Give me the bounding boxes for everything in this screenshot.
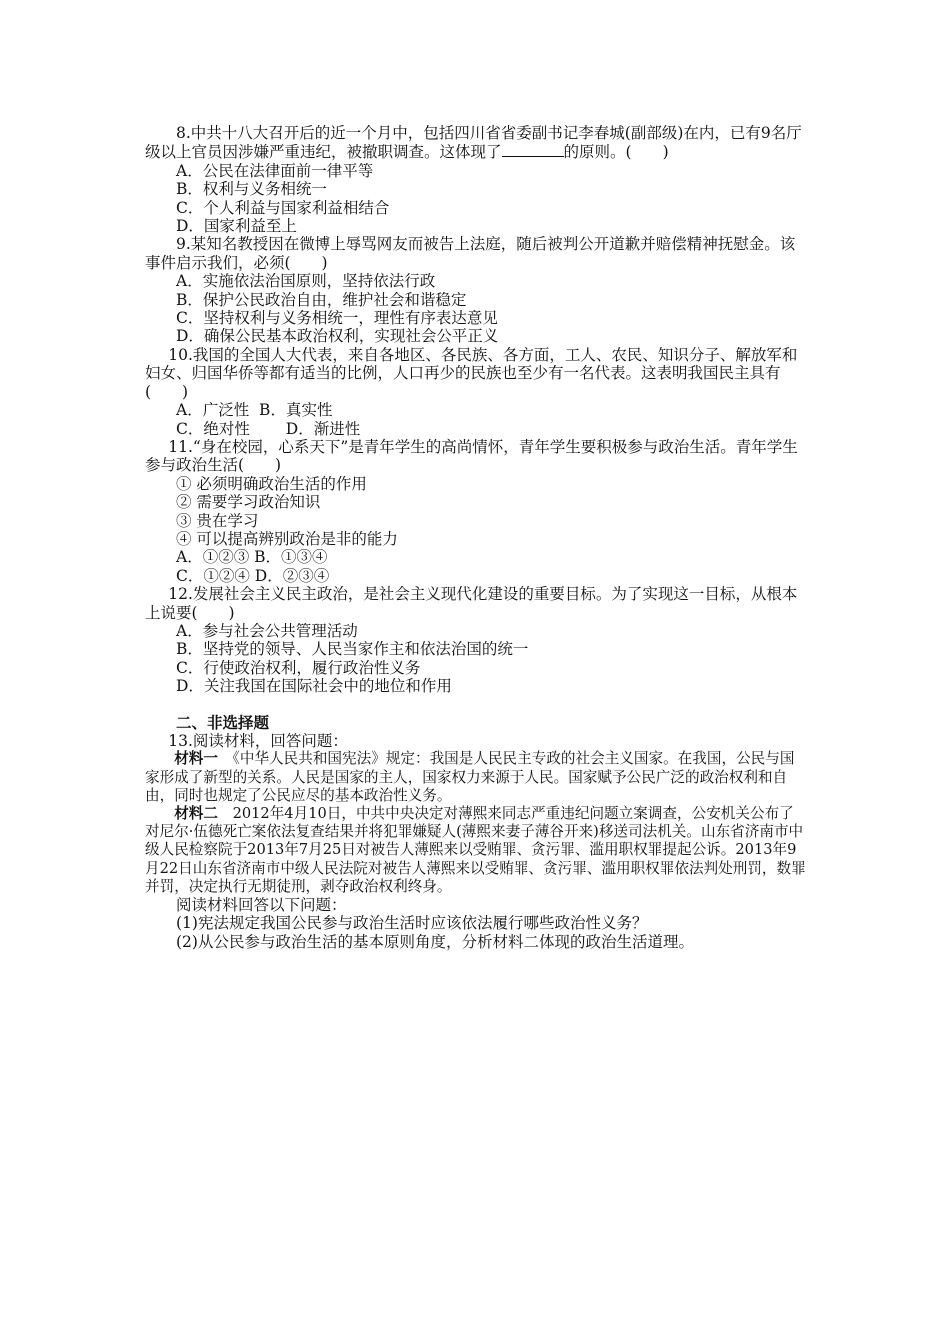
question-11-item-4: ④ 可以提高辨别政治是非的能力	[176, 529, 398, 548]
question-12-option-b: B．坚持党的领导、人民当家作主和依法治国的统一	[176, 640, 529, 659]
question-9-stem: 9.某知名教授因在微博上辱骂网友而被告上法庭，随后被判公开道歉并赔偿精神抚慰金。该事件启示我们，必须( )	[145, 235, 796, 272]
question-11-options-row-1: A．①②③ B．①③④	[176, 548, 328, 567]
question-8-stem-end: 的原则。( )	[563, 143, 669, 162]
question-12-option-c: C．行使政治权利，履行政治性义务	[176, 658, 421, 677]
question-8-option-b: B．权利与义务相统一	[176, 180, 327, 199]
question-11-item-1: ① 必须明确政治生活的作用	[176, 474, 367, 493]
material-2-label: 材料二	[174, 805, 218, 823]
question-13-sub-1: (1)宪法规定我国公民参与政治生活时应该依法履行哪些政治性义务？	[176, 914, 648, 933]
material-1-text: 《中华人民共和国宪法》规定：我国是人民民主专政的社会主义国家。在我国，公民与国家形成了新型的关系。人民是国家的主人，国家权力来源于人民。国家赋予公民广泛的政治权利和自由，同时也规定了公民应尽的基本政治性义务。	[145, 750, 795, 804]
question-12-option-d: D．关注我国在国际社会中的地位和作用	[176, 677, 452, 696]
question-13-stem: 13.阅读材料，回答问题：	[168, 732, 348, 750]
question-10-stem: 10.我国的全国人大代表，来自各地区、各民族、各方面，工人、农民、知识分子、解放军和妇女、归国华侨等都有适当的比例，人口再少的民族也至少有一名代表。这表明我国民主具有 ( )	[145, 345, 798, 401]
material-1-label: 材料一	[174, 750, 218, 768]
section-heading: 二、非选择题	[176, 712, 270, 732]
question-13-instruction: 阅读材料回答以下问题：	[176, 896, 347, 915]
question-8-stem	[145, 124, 807, 162]
question-8-option-d: D．国家利益至上	[176, 217, 297, 236]
question-12-stem: 12.发展社会主义民主政治，是社会主义现代化建设的重要目标。为了实现这一目标，从根本上说要( )	[145, 585, 798, 622]
materials-block	[145, 750, 807, 896]
question-13-sub-2: (2)从公民参与政治生活的基本原则角度，分析材料二体现的政治生活道理。	[176, 932, 694, 951]
question-11-item-2: ② 需要学习政治知识	[176, 493, 321, 512]
section-spacer	[145, 696, 807, 714]
question-8-option-a: A．公民在法律面前一律平等	[176, 161, 374, 180]
question-11-options-row-2: C．①②④ D．②③④	[176, 566, 330, 585]
question-9-option-c: C．坚持权利与义务相统一，理性有序表达意见	[176, 309, 498, 328]
document-content	[145, 124, 807, 951]
question-10-options-row-2: C．绝对性 D．渐进性	[176, 419, 361, 438]
question-10-options-row-1: A．广泛性 B．真实性	[176, 401, 333, 420]
material-2	[145, 805, 807, 896]
answer-blank	[502, 142, 564, 157]
material-2-text: 2012年4月10日，中共中央决定对薄熙来同志严重违纪问题立案调查，公安机关公布了对尼尔·伍德死亡案依法复查结果并将犯罪嫌疑人(薄熙来妻子薄谷开来)移送司法机关。山东省济南市中级人民检察院于2013年7月25日对被告人薄熙来以受贿罪、贪污罪、滥用职权罪提起公诉。2013年9月22日山东省济南市中级人民法院对被告人薄熙来以受贿罪、贪污罪、滥用职权罪依法判处刑罚，数罪并罚，决定执行无期徒刑，剥夺政治权利终身。	[145, 805, 806, 895]
question-12-option-a: A．参与社会公共管理活动	[176, 621, 358, 640]
question-9-option-a: A．实施依法治国原则，坚持依法行政	[176, 272, 436, 291]
question-8-option-c: C．个人利益与国家利益相结合	[176, 198, 390, 217]
question-8-stem-text: 8.中共十八大召开后的近一个月中，包括四川省省委副书记李春城(副部级)在内，已有9名厅级以上官员因涉嫌严重违纪，被撤职调查。这体现了	[145, 124, 802, 162]
question-11-item-3: ③ 贵在学习	[176, 511, 259, 530]
question-9-option-b: B．保护公民政治自由，维护社会和谐稳定	[176, 290, 467, 309]
question-9-option-d: D．确保公民基本政治权利，实现社会公平正义	[176, 327, 499, 346]
material-1	[145, 750, 807, 805]
question-11-stem: 11.“身在校园，心系天下”是青年学生的高尚情怀，青年学生要积极参与政治生活。青年学生参与政治生活( )	[145, 437, 798, 475]
